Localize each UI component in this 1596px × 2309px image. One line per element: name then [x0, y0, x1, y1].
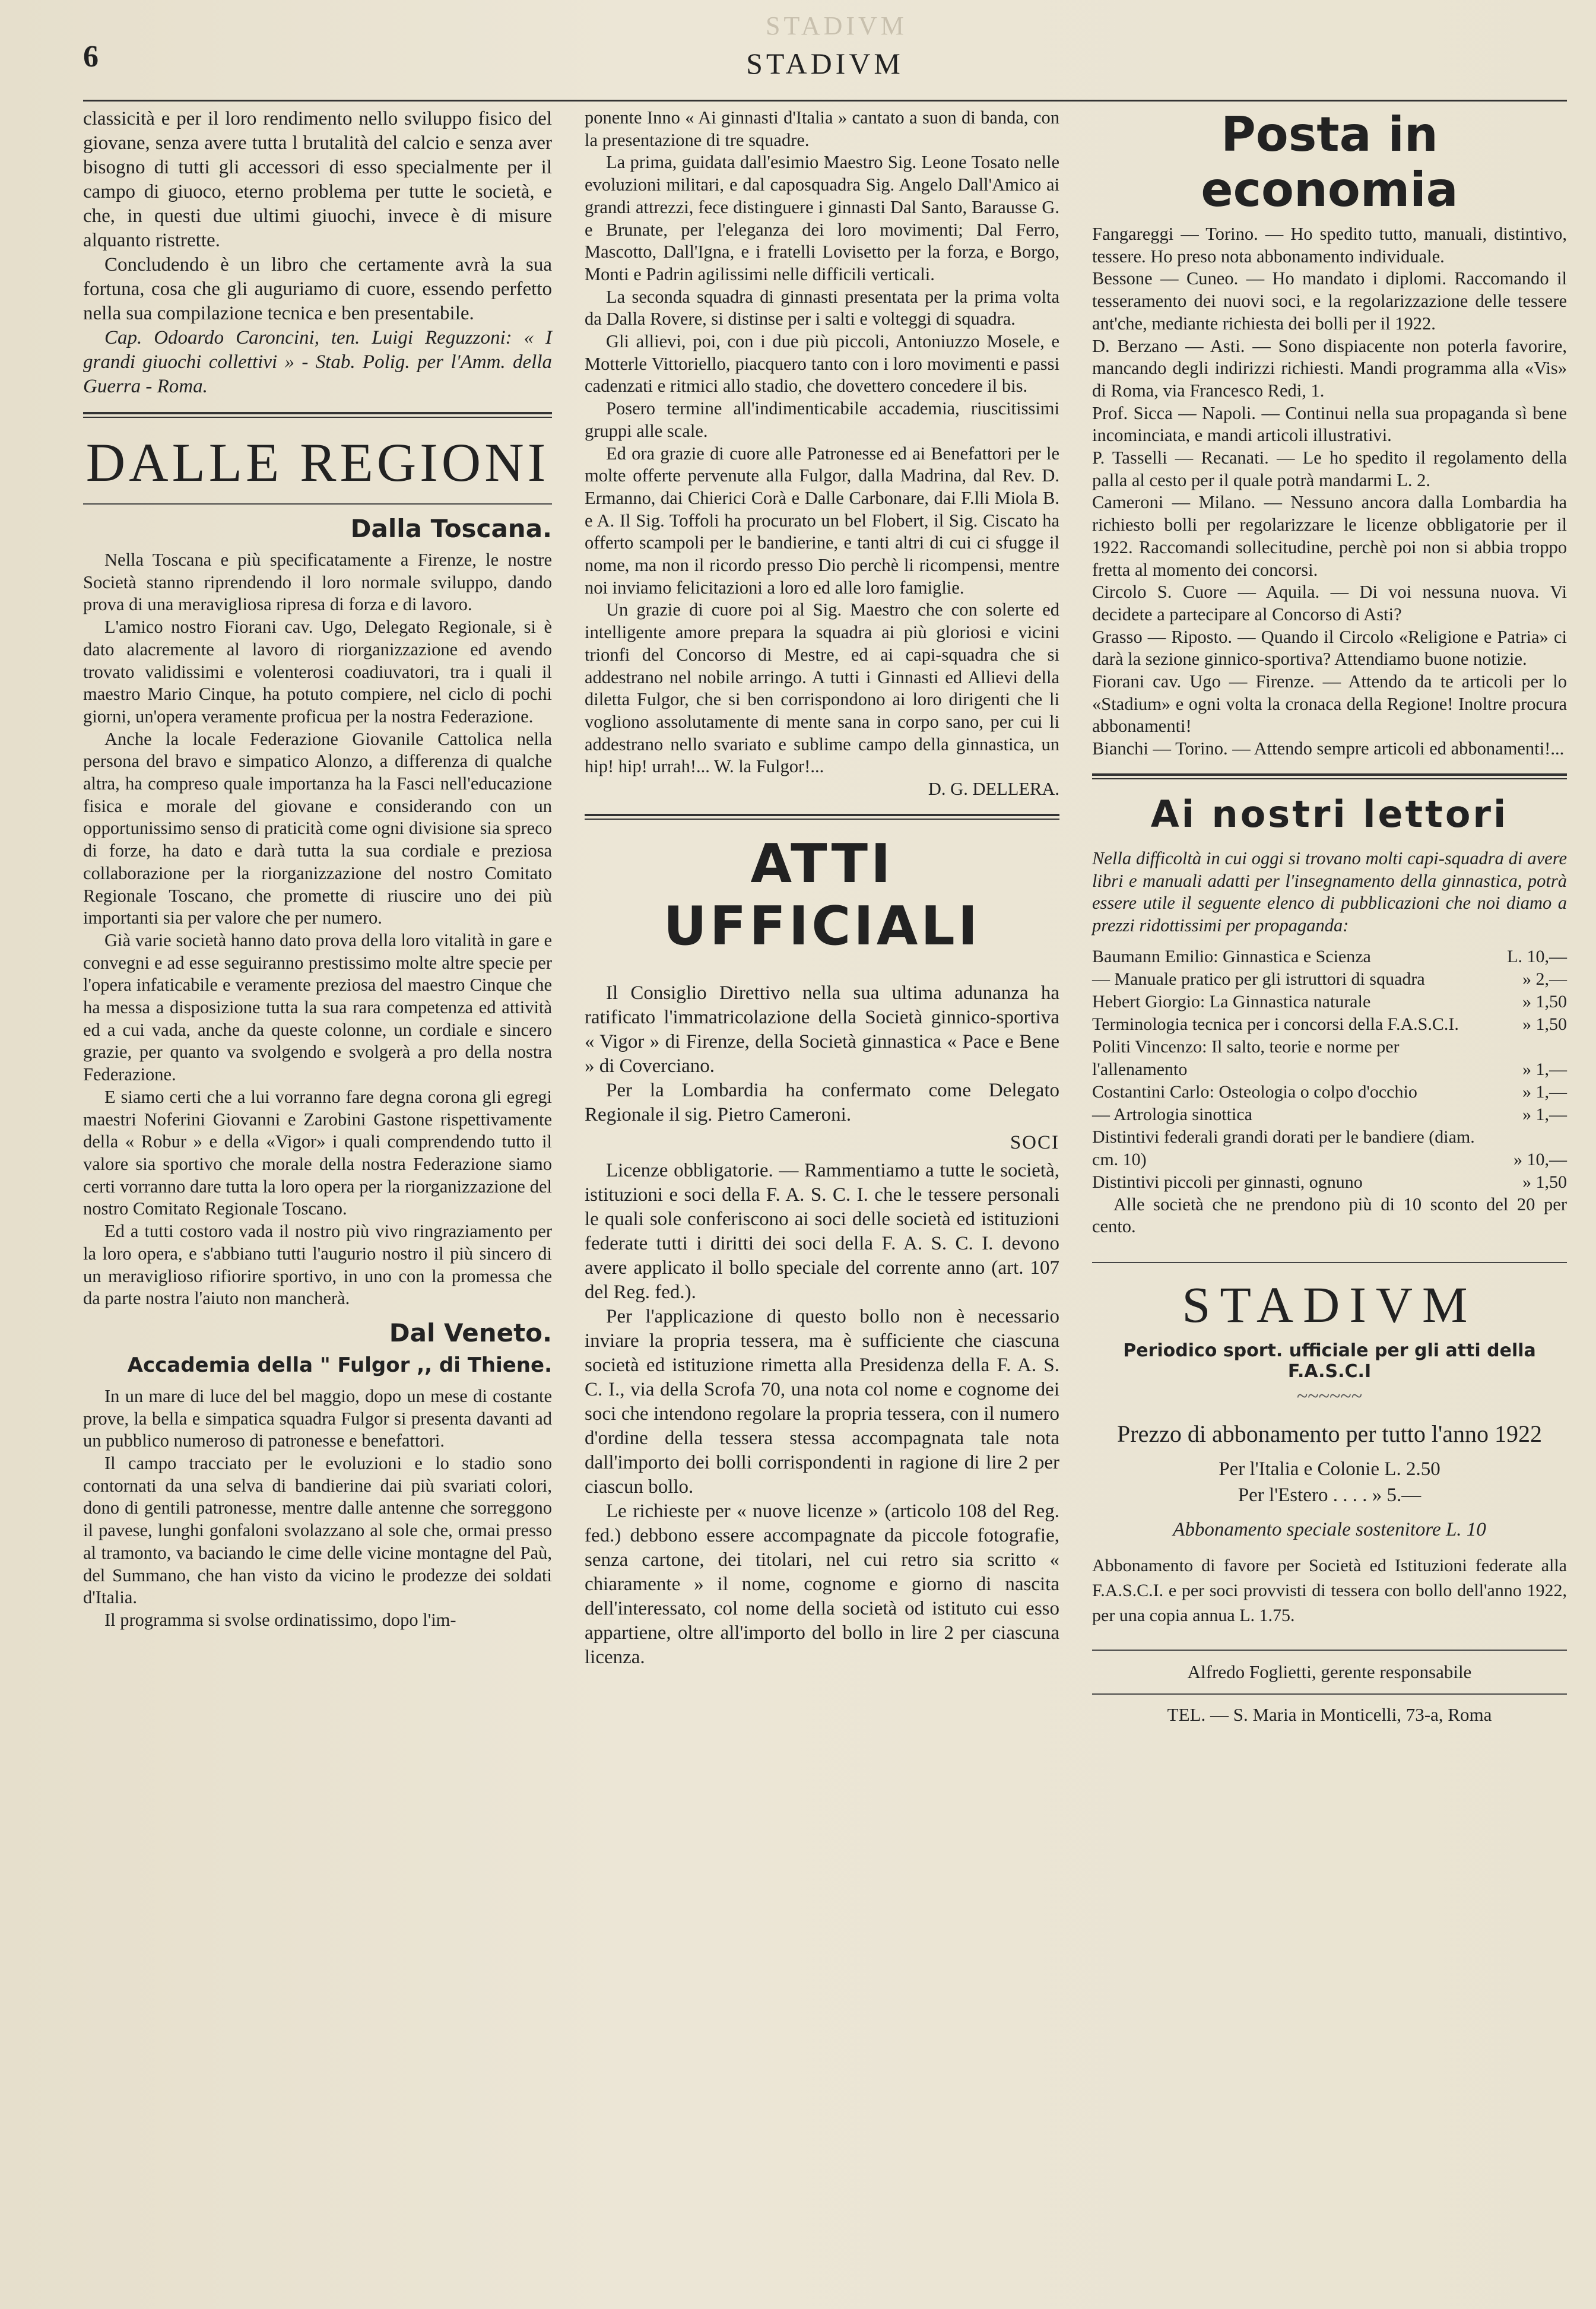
lettori-intro: Nella difficoltà in cui oggi si trovano molti capi-squadra di avere libri e manuali adatti per l'insegnamento della ginnastica, potrà essere utile il seguente elenco di pubblicazioni che noi diamo a prezzi ridottissimi per propaganda:	[1092, 848, 1567, 935]
atti-paragraph: Per la Lombardia ha confermato come Delegato Regionale il sig. Pietro Cameroni.	[585, 1079, 1059, 1125]
section-divider	[585, 814, 1059, 820]
veneto-heading: Dal Veneto.	[389, 1318, 552, 1347]
column-middle	[585, 107, 1059, 1670]
publication-item: Distintivi federali grandi dorati per le bandiere (diam. cm. 10) » 10,—	[1092, 1127, 1567, 1169]
stadium-title: STADIVM	[1182, 1276, 1477, 1334]
posta-entry: D. Berzano — Asti. — Sono dispiacente non poterla favorire, mancando degli indirizzi richiesti. Mandi programma alla «Vis» di Roma, via Francesco Redi, 1.	[1092, 335, 1567, 401]
book-citation: Cap. Odoardo Caroncini, ten. Luigi Reguzzoni: « I grandi giuochi collettivi » - Stab. Polig. per l'Amm. della Guerra - Roma.	[83, 327, 552, 397]
posta-entry: Grasso — Riposto. — Quando il Circolo «Religione e Patria» ci darà la sezione ginnico-sportiva? Attendiamo buone notizie.	[1092, 626, 1567, 670]
divider	[1092, 1693, 1567, 1695]
bleed-through-masthead: STADIVM	[766, 11, 908, 40]
ornament: ~~~~~~	[1296, 1385, 1363, 1408]
posta-entry: Circolo S. Cuore — Aquila. — Di voi nessuna nuova. Vi decidete a partecipare al Concorso di Asti?	[1092, 582, 1567, 624]
price-heading: Prezzo di abbonamento per tutto l'anno 1922	[1117, 1420, 1542, 1448]
toscana-paragraph: E siamo certi che a lui vorranno fare degna corona gli egregi maestri Noferini Giovanni e Zarobini Gastone rispettivamente della « Robur » e della «Vigor» i quali comprendendo tutto il valore sia sportivo che morale della nostra Federazione siamo certi vorranno dare tutta la loro opera per la riorganizzazione del nostro Comitato Regionale Toscano.	[83, 1086, 552, 1219]
posta-entry: P. Tasselli — Recanati. — Le ho spedito il regolamento della palla al cesto per il quale potrà mandarmi L. 2.	[1092, 448, 1567, 490]
fulgor-paragraph: ponente Inno « Ai ginnasti d'Italia » cantato a suon di banda, con la presentazione di tre squadre.	[585, 107, 1059, 150]
section-title-posta: Posta in economia	[1201, 107, 1458, 217]
lettori-note: Alle società che ne prendono più di 10 sconto del 20 per cento.	[1092, 1194, 1567, 1237]
section-divider	[1092, 1262, 1567, 1263]
fulgor-paragraph: Un grazie di cuore poi al Sig. Maestro che con solerte ed intelligente amore prepara la squadra ai più gloriosi e vicini trionfi del Concorso di Mestre, ed ai capi-squadra che si addestrano nel nobile arringo. A tutti i Ginnasti ed Allievi della diletta Fulgor, che si ben corrispondono ai loro dirigenti che li vogliono assolutamente di mente sana in corpo sano, per cui li addestrano nello svariato e sublime campo della ginnastica, un hip! hip! urrah!... W. la Fulgor!...	[585, 600, 1059, 777]
posta-entry: Bessone — Cuneo. — Ho mandato i diplomi. Raccomando il tesseramento dei nuovi soci, e la regolarizzazione delle tessere ant'che, mediante richiesta dei bolli per il 1922.	[1092, 268, 1567, 334]
publication-item: Terminologia tecnica per i concorsi della F.A.S.C.I. » 1,50	[1092, 1014, 1567, 1034]
atti-paragraph: Il Consiglio Direttivo nella sua ultima adunanza ha ratificato l'immatricolazione della Società ginnico-sportiva « Vigor » di Firenze, della Società ginnastica « Pace e Bene » di Coverciano.	[585, 982, 1059, 1077]
publication-item: Costantini Carlo: Osteologia o colpo d'occhio » 1,—	[1092, 1081, 1567, 1102]
masthead-title: STADIVM	[746, 47, 904, 80]
publication-item: Politi Vincenzo: Il salto, teorie e norme per l'allenamento » 1,—	[1092, 1036, 1567, 1079]
article-signature: D. G. DELLERA.	[928, 779, 1059, 800]
subscription-box	[1092, 1275, 1567, 1726]
publication-item: — Manuale pratico per gli istruttori di squadra » 2,—	[1092, 969, 1567, 989]
column-left	[83, 107, 552, 1632]
toscana-paragraph: Già varie società hanno dato prova della loro vitalità in gare e convegni e ad esse seguiranno prestissimo molte altre specie per l'opera infaticabile e veramente preziosa del maestro Cinque che ha messa a disposizione tutta la sua rara competenza ed attività ed a cui vada, anche da queste colonne, un cordiale e sincero grazie, per quanto va svolgendo e svolgerà a pro della nostra Federazione.	[83, 930, 552, 1085]
section-divider	[1092, 773, 1567, 779]
soci-paragraph: Licenze obbligatorie. — Rammentiamo a tutte le società, istituzioni e soci della F. A. S. C. I. che le tessere personali le quali sole conferiscono ai soci delle società ed istituzioni federate tutti i diritti dei soci della F. A. S. C. I. devono avere applicato il bollo speciale del corrente anno (art. 107 del Reg. fed.).	[585, 1159, 1059, 1303]
toscana-paragraph: Ed a tutti costoro vada il nostro più vivo ringraziamento per la loro opera, e s'abbiano tutti l'augurio nostro il più sincero di un meraviglioso rifiorire sportivo, in uno con la promessa che da parte nostra l'aiuto non mancherà.	[83, 1221, 552, 1309]
publication-item: Distintivi piccoli per ginnasti, ognuno » 1,50	[1092, 1172, 1567, 1192]
favore-note: Abbonamento di favore per Società ed Istituzioni federate alla F.A.S.C.I. e per soci provvisti di tessera con bollo dell'anno 1922, per una copia annua L. 1.75.	[1092, 1556, 1567, 1626]
page-header	[83, 11, 1567, 102]
toscana-paragraph: Anche la locale Federazione Giovanile Cattolica nella persona del bravo e simpatico Alonzo, a differenza di qualche altra, ha compreso quale importanza ha la Fasci nell'educazione fisica e morale del giovane e considerando con un opportunissimo senso di praticità come ogni divisione sia spreco di forze, ha dato e darà tutta la sua cordiale e preziosa collaborazione per la riorganizzazione del nostro Comitato Regionale Toscano, che promette di riuscire uno dei più importanti sia per valore che per numero.	[83, 728, 552, 928]
publication-list	[1092, 946, 1567, 1194]
fulgor-paragraph: Posero termine all'indimenticabile accademia, riuscitissimi gruppi alle scale.	[585, 398, 1059, 441]
publication-item: Baumann Emilio: Ginnastica e Scienza L. 10,—	[1092, 946, 1567, 966]
fulgor-paragraph: La prima, guidata dall'esimio Maestro Sig. Leone Tosato nelle evoluzioni militari, e dal caposquadra Sig. Angelo Dall'Amico ai grandi attrezzi, fece distinguere i ginnasti Dal Santo, Barausse G. e Brunate, per l'eleganza dei loro movimenti; Dal Ferro, Mascotto, Dall'Igna, e i fratelli Lovisetto per la forza, e Borgo, Monti e Padrin agilissimi nelle difficili verticali.	[585, 152, 1059, 284]
section-title-lettori: Ai nostri lettori	[1150, 792, 1509, 836]
section-title-atti: ATTI UFFICIALI	[663, 832, 981, 957]
stadium-subtitle: Periodico sport. ufficiale per gli atti della F.A.S.C.I	[1123, 1340, 1536, 1382]
fulgor-paragraph: Gli allievi, poi, con i due più piccoli, Antoniuzzo Mosele, e Motterle Vittoriello, piacquero tanto con i loro movimenti e passi cadenzati e ritmici allo stadio, che dovettero concedere il bis.	[585, 331, 1059, 397]
posta-entry: Bianchi — Torino. — Attendo sempre articoli ed abbonamenti!...	[1092, 738, 1565, 759]
posta-entry: Prof. Sicca — Napoli. — Continui nella sua propaganda sì bene incominciata, e mandi articoli illustrativi.	[1092, 402, 1567, 446]
publication-item: Hebert Giorgio: La Ginnastica naturale » 1,50	[1092, 991, 1567, 1011]
soci-paragraph: Le richieste per « nuove licenze » (articolo 108 del Reg. fed.) debbono essere accompagnate da piccole fotografie, senza cartone, dei titolari, nel cui retro sia scritto « chiaramente » il nome, cognome e giorno di nascita dell'interessato, col nome della società od istituto cui esso appartiene, oltre all'importo del bollo in lire 2 per ciascuna licenza.	[585, 1500, 1059, 1668]
page-number: 6	[83, 40, 99, 74]
divider	[1092, 1650, 1567, 1651]
soci-heading: SOCI	[1010, 1131, 1059, 1153]
column-right	[1092, 107, 1567, 1726]
soci-paragraph: Per l'applicazione di questo bollo non è necessario inviare la propria tessera, ma è sufficiente che ciascuna società ed istituzione rimetta alla Presidenza della F. A. S. C. I., via della Scrofa 70, una nota col nome e cognome dei soci che intendono regolare la propria tessera, con il numero d'ordine della tessera stessa accompagnata tale nota dall'importo dei bolli corrispondenti in ragione di lire 2 per ciascun bollo.	[585, 1305, 1059, 1498]
posta-entry: Fiorani cav. Ugo — Firenze. — Attendo da te articoli per lo «Stadium» e ogni volta la cronaca della Regione! Inoltre procura abbonamenti!	[1092, 671, 1567, 737]
section-title-regioni: DALLE REGIONI	[85, 432, 550, 493]
toscana-paragraph: Nella Toscana e più specificatamente a Firenze, le nostre Società stanno riprendendo il loro normale sviluppo, dando prova di una meravigliosa ripresa di forza e di lavoro.	[83, 550, 552, 615]
fulgor-heading: Accademia della " Fulgor ,, di Thiene.	[127, 1353, 552, 1377]
price-estero: Per l'Estero . . . . » 5.—	[1238, 1485, 1422, 1506]
fulgor-paragraph: Ed ora grazie di cuore alle Patronesse ed ai Benefattori per le molte offerte pervenute alla Fulgor, dalla Madrina, dal Rev. D. Ermanno, dai Chierici Corà e Dalle Carbonare, dai F.lli Miola B. e A. Il Sig. Toffoli ha procurato un bel Flobert, il Sig. Ciscato ha offerto scampoli per le bandierine, e tanti altri di cui ci sfugge il nome, ma non il ricordo presso Dio perchè li ricompensi, mentre noi inviamo felicitazioni a loro ed alle loro famiglie.	[585, 443, 1059, 598]
veneto-paragraph: Il programma si svolse ordinatissimo, dopo l'im-	[104, 1609, 456, 1630]
intro-paragraph: Concludendo è un libro che certamente avrà la sua fortuna, cosa che gli auguriamo di cuore, essendo perfetto nella sua compilazione tecnica e ben presentabile.	[83, 254, 552, 324]
telephone-address: TEL. — S. Maria in Monticelli, 73-a, Roma	[1167, 1704, 1492, 1726]
gerente-line: Alfredo Foglietti, gerente responsabile	[1187, 1661, 1472, 1683]
price-sostenitore: Abbonamento speciale sostenitore L. 10	[1173, 1519, 1486, 1541]
title-underline	[83, 503, 552, 505]
intro-paragraph: classicità e per il loro rendimento nello sviluppo fisico del giovane, senza avere tutta l brutalità del calcio e senza aver bisogno di tutti gli accessori di esso specialmente per il campo di giuoco, eterno problema per tutte le società, e che, in questi due ultimi giuochi, invece è di misure alquanto ristrette.	[83, 108, 552, 251]
section-divider	[83, 412, 552, 418]
posta-entry: Fangareggi — Torino. — Ho spedito tutto, manuali, distintivo, tessere. Ho preso nota abbonamento individuale.	[1092, 224, 1567, 267]
toscana-paragraph: L'amico nostro Fiorani cav. Ugo, Delegato Regionale, si è dato alacremente al lavoro di riorganizzazione ed avendo trovato validissimi e volenterosi coadiuvatori, tra i quali il maestro Mario Cinque, ha potuto compiere, nel ciclo di pochi giorni, un'opera veramente proficua per la nostra Federazione.	[83, 617, 552, 727]
veneto-paragraph: Il campo tracciato per le evoluzioni e lo stadio sono contornati da una selva di bandierine dai più svariati colori, dono di gentili patronesse, mentre dalle antenne che sorreggono il pavese, lunghi gonfaloni svolazzano al sole che, ormai presso al tramonto, va baciando le cime delle vicine montagne del Paù, del Summano, che han visto da vicino le prodezze dei soldati d'Italia.	[83, 1453, 552, 1608]
posta-entry: Cameroni — Milano. — Nessuno ancora dalla Lombardia ha richiesto bolli per regolarizzare le licenze obbligatorie per il 1922. Raccomandi sollecitudine, perchè poi non si abbia troppo fretta al momento dei concorsi.	[1092, 492, 1567, 580]
publication-item: — Artrologia sinottica » 1,—	[1092, 1104, 1567, 1124]
toscana-heading: Dalla Toscana.	[350, 514, 552, 543]
veneto-paragraph: In un mare di luce del bel maggio, dopo un mese di costante prove, la bella e simpatica squadra Fulgor si presenta davanti ad un pubblico numeroso di patronesse e benefattori.	[83, 1385, 552, 1451]
fulgor-paragraph: La seconda squadra di ginnasti presentata per la prima volta da Dalla Rovere, si distinse per i salti e volteggi di squadra.	[585, 286, 1059, 329]
price-italia: Per l'Italia e Colonie L. 2.50	[1219, 1458, 1440, 1480]
